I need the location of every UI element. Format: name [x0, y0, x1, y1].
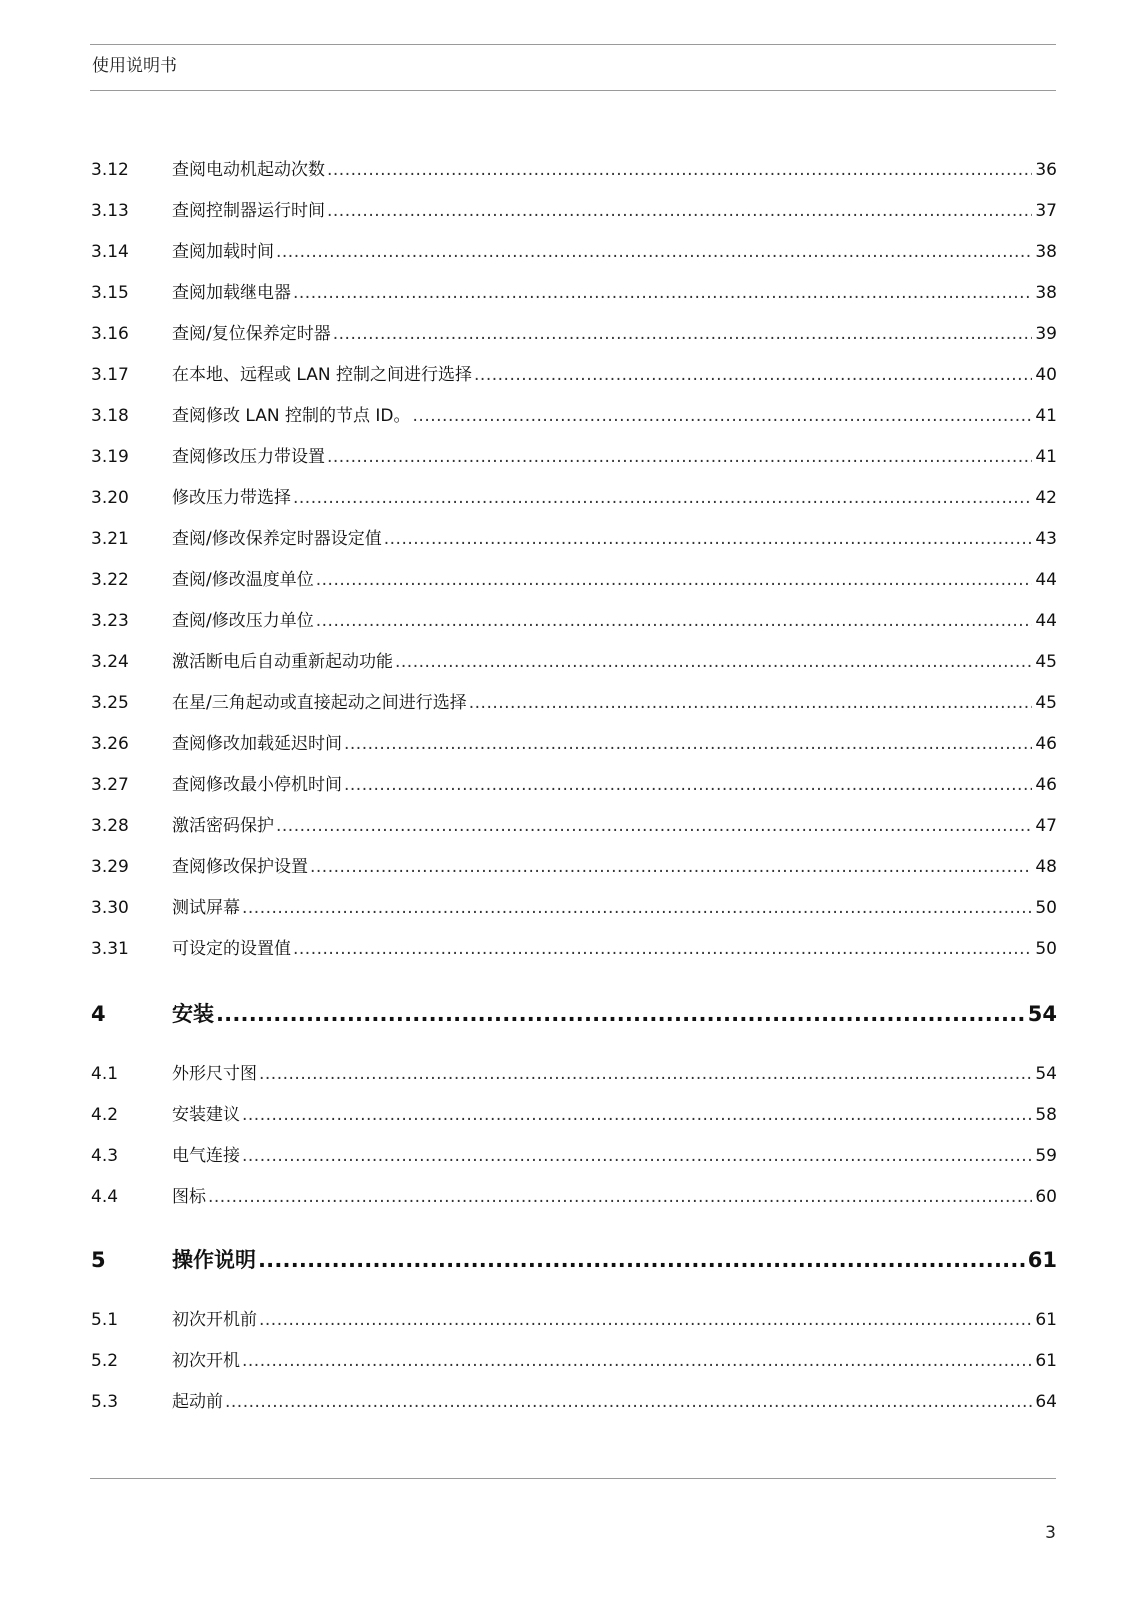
toc-entry-page: 44: [1035, 570, 1057, 590]
toc-entry-title: 激活密码保护: [172, 816, 274, 836]
toc-chapter-row[interactable]: [91, 997, 1057, 1029]
toc-entry-number: 5.3: [91, 1392, 119, 1412]
toc-entry-page: 61: [1035, 1351, 1057, 1371]
toc-entry-title: 安装: [172, 1002, 214, 1026]
toc-dot-leader: [216, 999, 1025, 1029]
page-number: 3: [1045, 1523, 1056, 1543]
toc-row[interactable]: [91, 1347, 1057, 1373]
toc-entry-page: 37: [1035, 201, 1057, 221]
toc-row[interactable]: [91, 689, 1057, 715]
toc-entry-number: 3.20: [91, 488, 129, 508]
toc-entry-page: 42: [1035, 488, 1057, 508]
toc-row[interactable]: [91, 484, 1057, 510]
toc-entry-title: 查阅修改 LAN 控制的节点 ID。: [172, 406, 411, 426]
toc-entry-number: 3.15: [91, 283, 129, 303]
toc-row[interactable]: [91, 1142, 1057, 1168]
toc-entry-title: 查阅加载时间: [172, 242, 274, 262]
toc-row[interactable]: [91, 279, 1057, 305]
toc-entry-page: 39: [1035, 324, 1057, 344]
toc-dot-leader: [474, 363, 1032, 387]
toc-row[interactable]: [91, 566, 1057, 592]
toc-entry-title: 查阅修改压力带设置: [172, 447, 325, 467]
toc-dot-leader: [259, 1062, 1032, 1086]
toc-entry-number: 3.26: [91, 734, 129, 754]
toc-dot-leader: [384, 527, 1033, 551]
toc-entry-title: 查阅修改保护设置: [172, 857, 308, 877]
toc-row[interactable]: [91, 812, 1057, 838]
footer-rule: [90, 1478, 1056, 1479]
toc-dot-leader: [293, 281, 1032, 305]
toc-entry-number: 4.2: [91, 1105, 119, 1125]
toc-entry-title: 查阅/修改压力单位: [172, 611, 314, 631]
toc-entry-page: 46: [1035, 734, 1057, 754]
toc-entry-number: 3.28: [91, 816, 129, 836]
toc-row[interactable]: [91, 730, 1057, 756]
toc-row[interactable]: [91, 771, 1057, 797]
toc-entry-page: 54: [1035, 1064, 1057, 1084]
toc-dot-leader: [276, 240, 1032, 264]
toc-row[interactable]: [91, 894, 1057, 920]
toc-chapter-row[interactable]: [91, 1243, 1057, 1275]
toc-entry-number: 5: [91, 1248, 106, 1272]
toc-entry-page: 45: [1035, 693, 1057, 713]
toc-entry-number: 3.22: [91, 570, 129, 590]
toc-entry-page: 41: [1035, 406, 1057, 426]
toc-row[interactable]: [91, 238, 1057, 264]
toc-entry-title: 起动前: [172, 1392, 223, 1412]
toc-entry-page: 41: [1035, 447, 1057, 467]
toc-row[interactable]: [91, 1388, 1057, 1414]
toc-dot-leader: [327, 199, 1032, 223]
toc-dot-leader: [208, 1185, 1032, 1209]
toc-entry-page: 60: [1035, 1187, 1057, 1207]
toc-entry-title: 查阅加载继电器: [172, 283, 291, 303]
toc-entry-title: 安装建议: [172, 1105, 240, 1125]
toc-dot-leader: [316, 568, 1033, 592]
toc-row[interactable]: [91, 320, 1057, 346]
toc-entry-number: 3.25: [91, 693, 129, 713]
toc-entry-number: 4.3: [91, 1146, 119, 1166]
toc-dot-leader: [469, 691, 1033, 715]
toc-entry-page: 54: [1027, 1002, 1057, 1026]
toc-row[interactable]: [91, 1101, 1057, 1127]
header-title: 使用说明书: [92, 56, 177, 76]
toc-dot-leader: [225, 1390, 1032, 1414]
toc-dot-leader: [293, 937, 1032, 961]
toc-dot-leader: [242, 896, 1032, 920]
toc-dot-leader: [259, 1308, 1032, 1332]
toc-row[interactable]: [91, 361, 1057, 387]
toc-entry-title: 初次开机前: [172, 1310, 257, 1330]
toc-dot-leader: [293, 486, 1032, 510]
toc-entry-page: 38: [1035, 283, 1057, 303]
toc-entry-page: 46: [1035, 775, 1057, 795]
toc-entry-number: 3.18: [91, 406, 129, 426]
toc-row[interactable]: [91, 648, 1057, 674]
toc-entry-title: 查阅/修改温度单位: [172, 570, 314, 590]
toc-entry-title: 查阅修改加载延迟时间: [172, 734, 342, 754]
toc-entry-title: 外形尺寸图: [172, 1064, 257, 1084]
toc-entry-page: 47: [1035, 816, 1057, 836]
toc-entry-number: 3.12: [91, 160, 129, 180]
toc-entry-title: 图标: [172, 1187, 206, 1207]
toc-entry-page: 45: [1035, 652, 1057, 672]
toc-entry-number: 3.19: [91, 447, 129, 467]
toc-entry-number: 3.14: [91, 242, 129, 262]
toc-entry-number: 3.30: [91, 898, 129, 918]
toc-entry-number: 3.23: [91, 611, 129, 631]
toc-row[interactable]: [91, 156, 1057, 182]
toc-entry-number: 3.13: [91, 201, 129, 221]
toc-entry-page: 36: [1035, 160, 1057, 180]
toc-row[interactable]: [91, 402, 1057, 428]
toc-entry-title: 在本地、远程或 LAN 控制之间进行选择: [172, 365, 473, 385]
toc-entry-number: 3.21: [91, 529, 129, 549]
toc-entry-title: 查阅控制器运行时间: [172, 201, 325, 221]
toc-dot-leader: [333, 322, 1033, 346]
toc-row[interactable]: [91, 853, 1057, 879]
toc-dot-leader: [316, 609, 1033, 633]
toc-entry-number: 3.17: [91, 365, 129, 385]
toc-entry-page: 50: [1035, 939, 1057, 959]
toc-entry-title: 可设定的设置值: [172, 939, 291, 959]
toc-entry-title: 测试屏幕: [172, 898, 240, 918]
toc-entry-title: 激活断电后自动重新起动功能: [172, 652, 393, 672]
toc-entry-title: 查阅修改最小停机时间: [172, 775, 342, 795]
toc-entry-number: 3.24: [91, 652, 129, 672]
toc-row[interactable]: [91, 1183, 1057, 1209]
toc-entry-title: 初次开机: [172, 1351, 240, 1371]
toc-entry-number: 4.4: [91, 1187, 119, 1207]
header-rule-bottom: [90, 90, 1056, 91]
toc-entry-title: 查阅电动机起动次数: [172, 160, 325, 180]
toc-entry-title: 电气连接: [172, 1146, 240, 1166]
toc-dot-leader: [344, 732, 1032, 756]
toc-entry-title: 查阅/复位保养定时器: [172, 324, 331, 344]
toc-entry-page: 44: [1035, 611, 1057, 631]
toc-entry-number: 3.29: [91, 857, 129, 877]
toc-entry-page: 50: [1035, 898, 1057, 918]
toc-entry-number: 5.1: [91, 1310, 119, 1330]
toc-dot-leader: [242, 1349, 1032, 1373]
toc-entry-number: 5.2: [91, 1351, 119, 1371]
toc-dot-leader: [242, 1144, 1032, 1168]
toc-entry-title: 查阅/修改保养定时器设定值: [172, 529, 382, 549]
toc-entry-page: 48: [1035, 857, 1057, 877]
toc-dot-leader: [242, 1103, 1032, 1127]
toc-entry-number: 3.27: [91, 775, 129, 795]
toc-dot-leader: [344, 773, 1032, 797]
toc-entry-page: 61: [1027, 1248, 1057, 1272]
toc-dot-leader: [310, 855, 1032, 879]
toc-entry-number: 4: [91, 1002, 106, 1026]
toc-row[interactable]: [91, 607, 1057, 633]
toc-dot-leader: [395, 650, 1032, 674]
toc-entry-page: 61: [1035, 1310, 1057, 1330]
toc-row[interactable]: [91, 1306, 1057, 1332]
toc-entry-title: 操作说明: [172, 1248, 256, 1272]
toc-entry-page: 59: [1035, 1146, 1057, 1166]
toc-dot-leader: [327, 445, 1032, 469]
toc-row[interactable]: [91, 525, 1057, 551]
toc-entry-title: 在星/三角起动或直接起动之间进行选择: [172, 693, 467, 713]
toc-entry-number: 4.1: [91, 1064, 119, 1084]
toc-entry-number: 3.16: [91, 324, 129, 344]
toc-entry-number: 3.31: [91, 939, 129, 959]
toc-row[interactable]: [91, 935, 1057, 961]
toc-dot-leader: [327, 158, 1032, 182]
toc-dot-leader: [258, 1245, 1025, 1275]
toc-entry-page: 43: [1035, 529, 1057, 549]
toc-entry-page: 40: [1035, 365, 1057, 385]
toc-entry-page: 58: [1035, 1105, 1057, 1125]
toc-entry-page: 38: [1035, 242, 1057, 262]
toc-entry-page: 64: [1035, 1392, 1057, 1412]
toc-row[interactable]: [91, 443, 1057, 469]
toc-entry-title: 修改压力带选择: [172, 488, 291, 508]
toc-dot-leader: [276, 814, 1032, 838]
toc-dot-leader: [413, 404, 1033, 428]
toc-row[interactable]: [91, 197, 1057, 223]
toc-row[interactable]: [91, 1060, 1057, 1086]
header-rule-top: [90, 44, 1056, 45]
